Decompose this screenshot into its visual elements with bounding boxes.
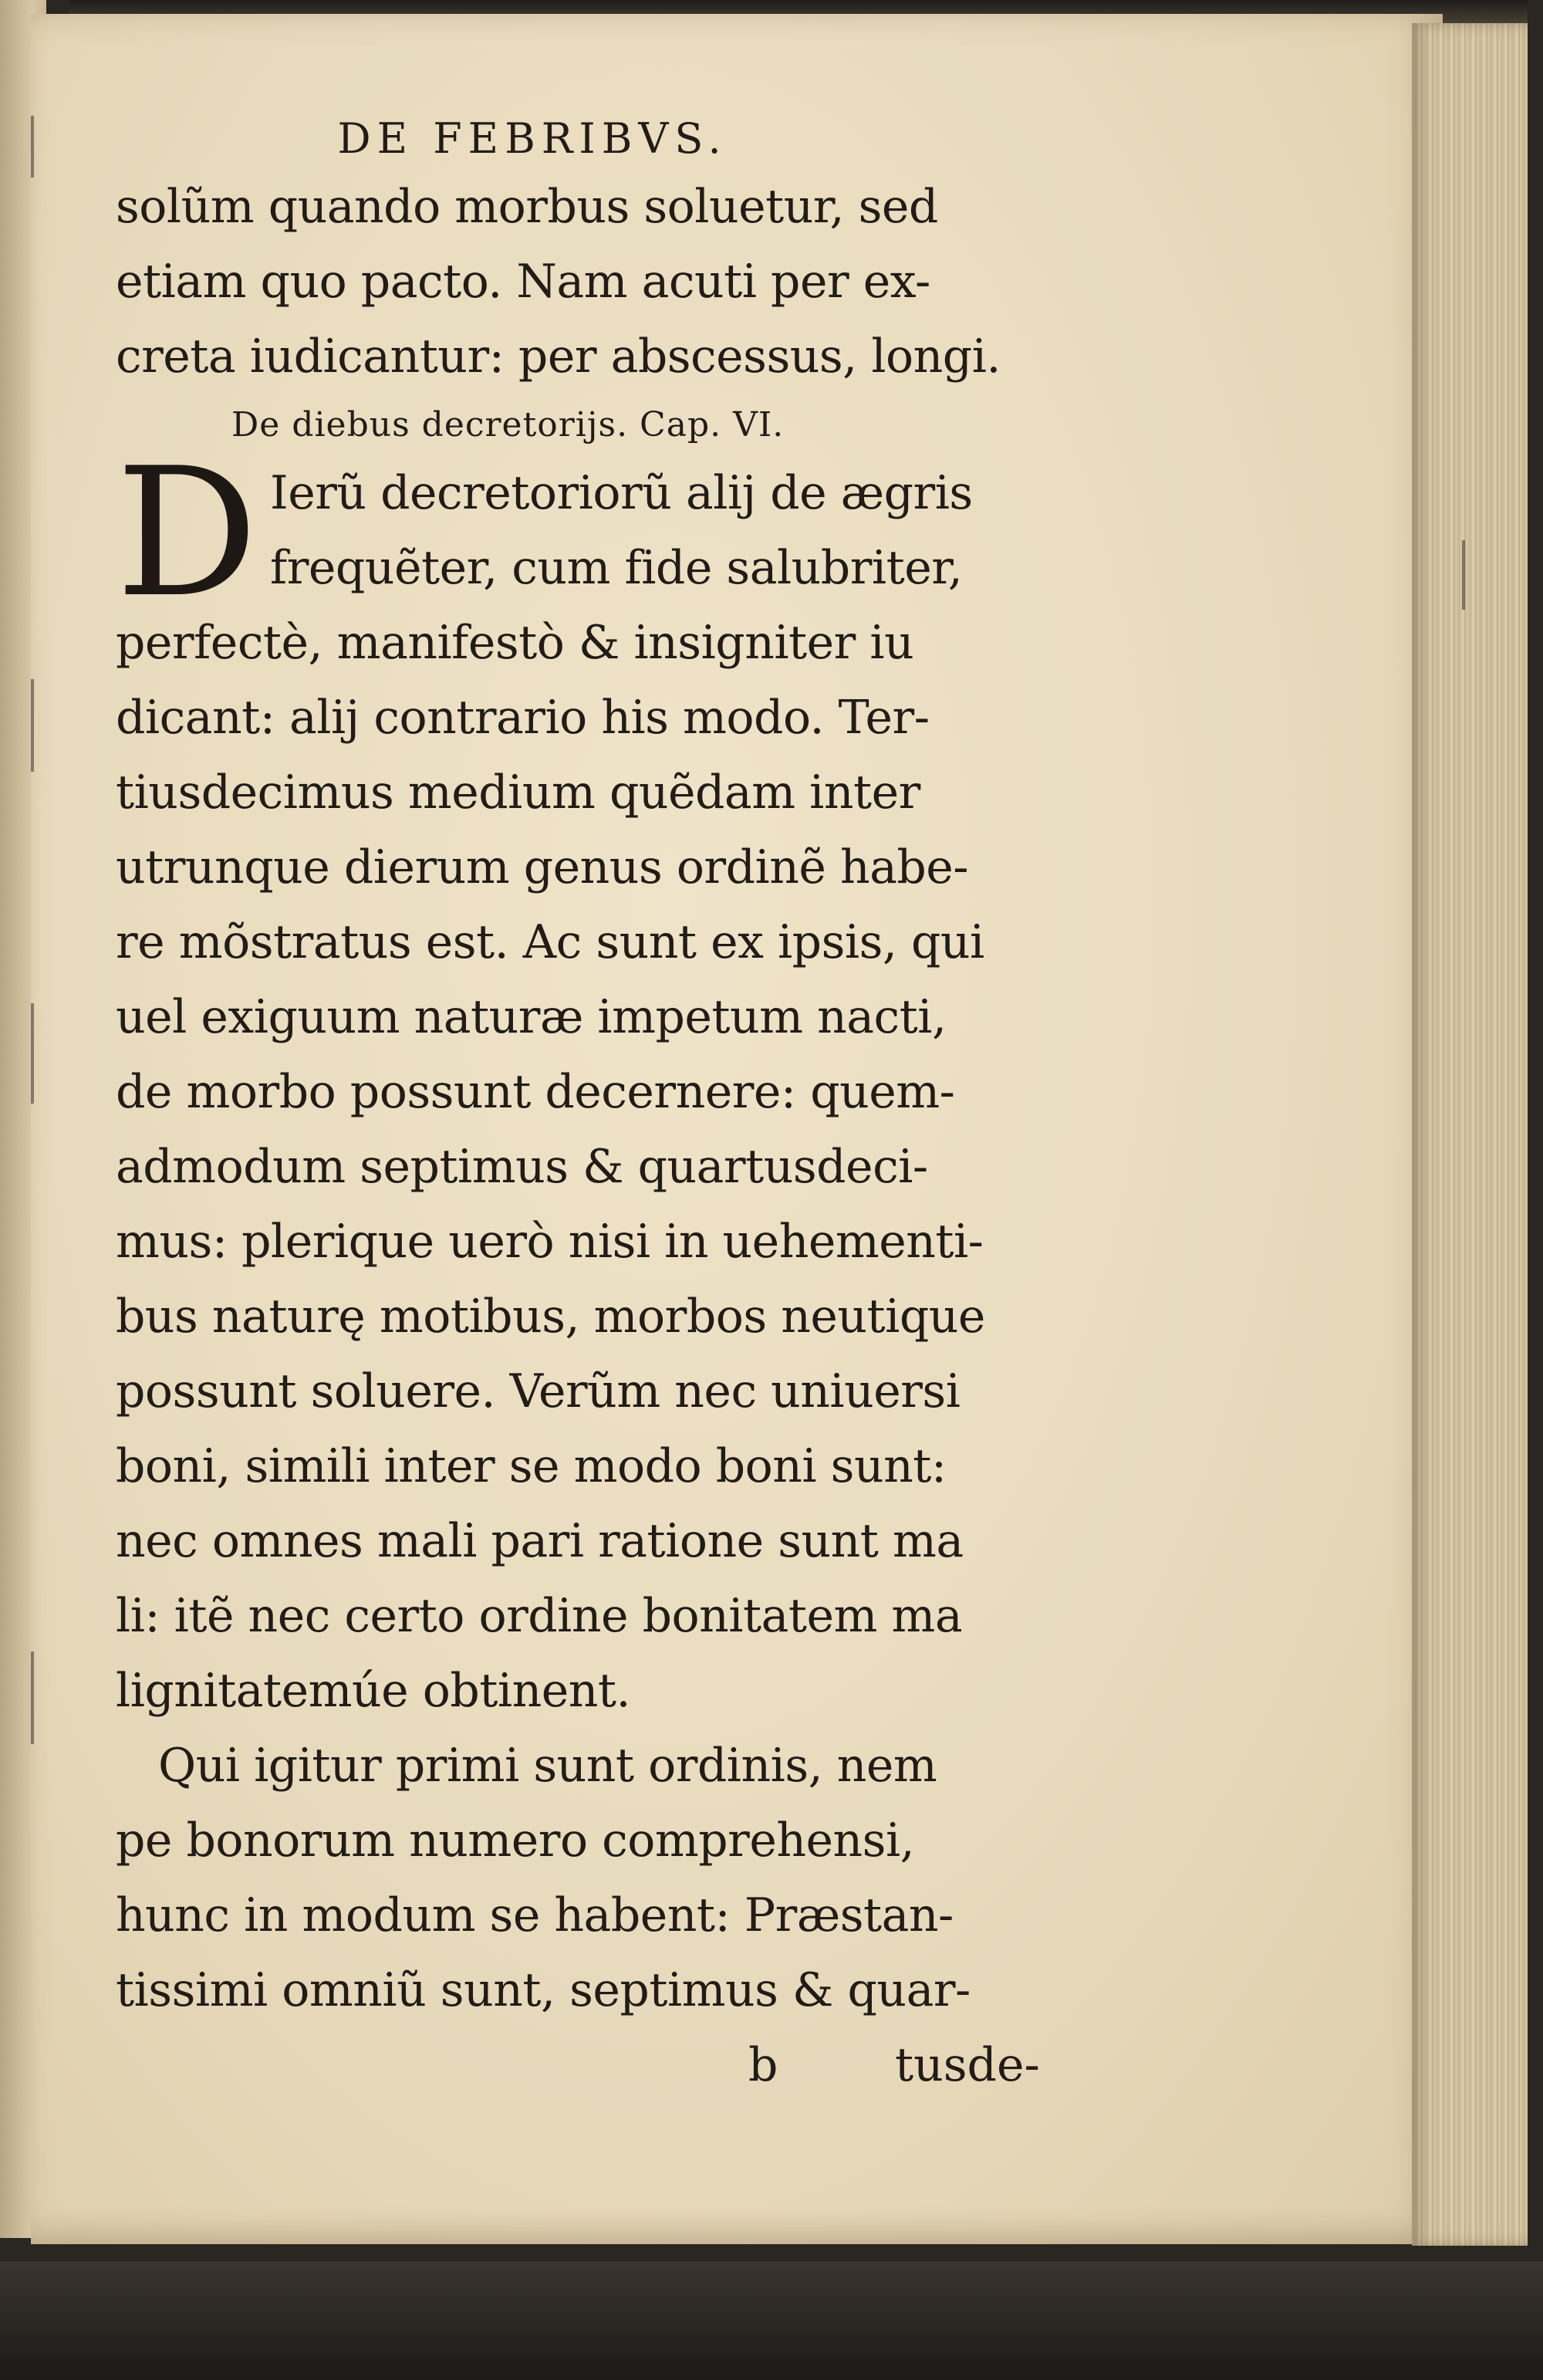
text-line: possunt soluere. Verũm nec uniuersi xyxy=(116,1364,961,1418)
text-block xyxy=(116,108,1072,2103)
text-line: Qui igitur primi sunt ordinis, nem xyxy=(158,1739,937,1793)
text-line: lignitatemúe obtinent. xyxy=(116,1664,631,1718)
text-line: dicant: alij contrario his modo. Ter- xyxy=(116,691,930,745)
chapter-heading: De diebus decretorijs. Cap. VI. xyxy=(231,405,785,445)
text-line: creta iudicantur: per abscessus, longi. xyxy=(116,330,1001,384)
signature-line xyxy=(116,2028,1072,2103)
text-line: solũm quando morbus soluetur, sed xyxy=(116,180,938,234)
drop-initial: D xyxy=(116,431,258,637)
text-line: pe bonorum numero comprehensi, xyxy=(116,1814,915,1868)
margin-mark xyxy=(31,679,34,772)
text-line: li: itẽ nec certo ordine bonitatem ma xyxy=(116,1589,963,1643)
scan-background xyxy=(0,2261,1543,2380)
text-line: hunc in modum se habent: Præstan- xyxy=(116,1888,954,1942)
margin-mark xyxy=(31,116,34,177)
text-line: admodum septimus & quartusdeci- xyxy=(116,1140,928,1194)
text-line: mus: plerique uerò nisi in uehementi- xyxy=(116,1215,984,1269)
text-line: etiam quo pacto. Nam acuti per ex- xyxy=(116,255,930,309)
running-head: DE FEBRIBVS. xyxy=(337,114,728,163)
margin-mark xyxy=(31,1003,34,1104)
margin-mark xyxy=(31,1651,34,1744)
drop-cap-paragraph xyxy=(116,431,1072,637)
text-line: frequẽter, cum fide salubriter, xyxy=(270,541,963,595)
text-line: tissimi omniũ sunt, septimus & quar- xyxy=(116,1963,971,2017)
text-line: perfectè, manifestò & insigniter iu xyxy=(116,616,914,670)
text-line: de morbo possunt decernere: quem- xyxy=(116,1065,955,1119)
text-line: bus naturę motibus, morbos neutique xyxy=(116,1290,985,1344)
text-line: nec omnes mali pari ratione sunt ma xyxy=(116,1514,964,1568)
text-line: utrunque dierum genus ordinẽ habe- xyxy=(116,840,969,894)
text-line: boni, simili inter se modo boni sunt: xyxy=(116,1439,947,1493)
text-line: Ierũ decretoriorũ alij de ægris xyxy=(270,466,973,520)
signature-mark: b xyxy=(748,2038,778,2092)
text-line: tiusdecimus medium quẽdam inter xyxy=(116,766,920,820)
text-line: re mõstratus est. Ac sunt ex ipsis, qui xyxy=(116,915,984,969)
catchword: tusde- xyxy=(895,2038,1040,2092)
text-line: uel exiguum naturæ impetum nacti, xyxy=(116,990,947,1044)
page-fore-edges xyxy=(1412,23,1528,2246)
margin-mark xyxy=(1462,540,1465,610)
